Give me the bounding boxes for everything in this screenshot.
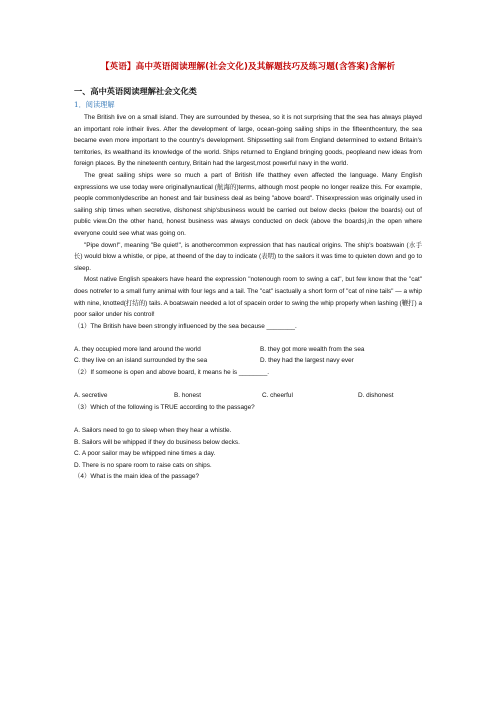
- option-b: B. Sailors will be whipped if they do business below decks.: [74, 438, 240, 446]
- question-3-stem: （3）Which of the following is TRUE according to the passage?: [74, 403, 255, 411]
- article-body: [74, 112, 422, 483]
- question-1-options-row-1: [74, 344, 422, 356]
- spacer: [74, 332, 422, 344]
- question-1-stem: （1）The British have been strongly influenced by the sea because ________.: [74, 322, 297, 330]
- sub-heading: 1．阅读理解: [74, 100, 115, 109]
- option-d: D. they had the largest navy ever: [260, 357, 354, 365]
- paragraph-4: Most native English speakers have heard the expression "notenough room to swing a cat", but few know that the "cat" does notrefer to a small furry animal with four legs and a tail. The "cat" isactually a short form of "cat of nine tails" — a whip with nine, knotted(打结的) tails. A boatswain needed a lot of spacein order to swing the whip properly when lashing (鞭打) a poor sailor under his control!: [74, 276, 422, 319]
- document-title: 【英语】高中英语阅读理解(社会文化)及其解题技巧及练习题(含答案)含解析: [100, 62, 396, 72]
- option-c: C. A poor sailor may be whipped nine times a day.: [74, 450, 216, 458]
- paragraph-1: The British live on a small island. They are surrounded by thesea, so it is not surprising that the sea has always played an important role intheir lives. After the development of large, ocean-going sailing ships in the fifteenthcentury, the sea became even more important to the country's development. Shipssetting sail from England determined to extend Britain's territories, its wealthand its knowledge of the world. Ships returned to England bringing goods, peopleand new ideas from foreign places. By the nineteenth century, Britain had the largest,most powerful navy in the world.: [74, 114, 422, 168]
- option-b: B. honest: [174, 392, 202, 400]
- option-c: C. they live on an island surrounded by the sea: [74, 357, 208, 365]
- section-heading: 一、高中英语阅读理解社会文化类: [74, 86, 197, 96]
- option-a: A. Sailors need to go to sleep when they hear a whistle.: [74, 427, 232, 435]
- paragraph-2: The great sailing ships were so much a part of British life thatthey even affected the language. Many English expressions we use today were originallynautical (航海的)terms, although most people no longer realize this. For example, people commonlydescribe an honest and fair business deal as being "above board". Thisexpression was originally used in sailing ship times when secretive, dishonest ship'sbusiness would be carried out below decks (below the boards) out of public view.On the other hand, honest business was always conducted on deck (above the boards),in the open where everyone could see what was going on.: [74, 171, 422, 237]
- question-2-options: [74, 390, 422, 402]
- option-c: C. cheerful: [262, 392, 293, 400]
- spacer: [74, 379, 422, 391]
- option-d: D. dishonest: [358, 392, 394, 400]
- option-a: A. secretive: [74, 392, 108, 400]
- question-4-stem: （4）What is the main idea of the passage?: [74, 473, 200, 481]
- question-2-stem: （2）If someone is open and above board, it means he is ________.: [74, 369, 270, 377]
- option-b: B. they got more wealth from the sea: [260, 345, 365, 353]
- question-1-options-row-2: [74, 355, 422, 367]
- option-a: A. they occupied more land around the world: [74, 345, 201, 353]
- option-d: D. There is no spare room to raise cats on ships.: [74, 461, 212, 469]
- spacer: [74, 413, 422, 425]
- paragraph-3: "Pipe down!", meaning "Be quiet!", is anothercommon expression that has nautical origins. The ship's boatswain (水手长) would blow a whistle, or pipe, at theend of the day to indicate (表明) to the sailors it was time to quieten down and go to sleep.: [74, 241, 422, 272]
